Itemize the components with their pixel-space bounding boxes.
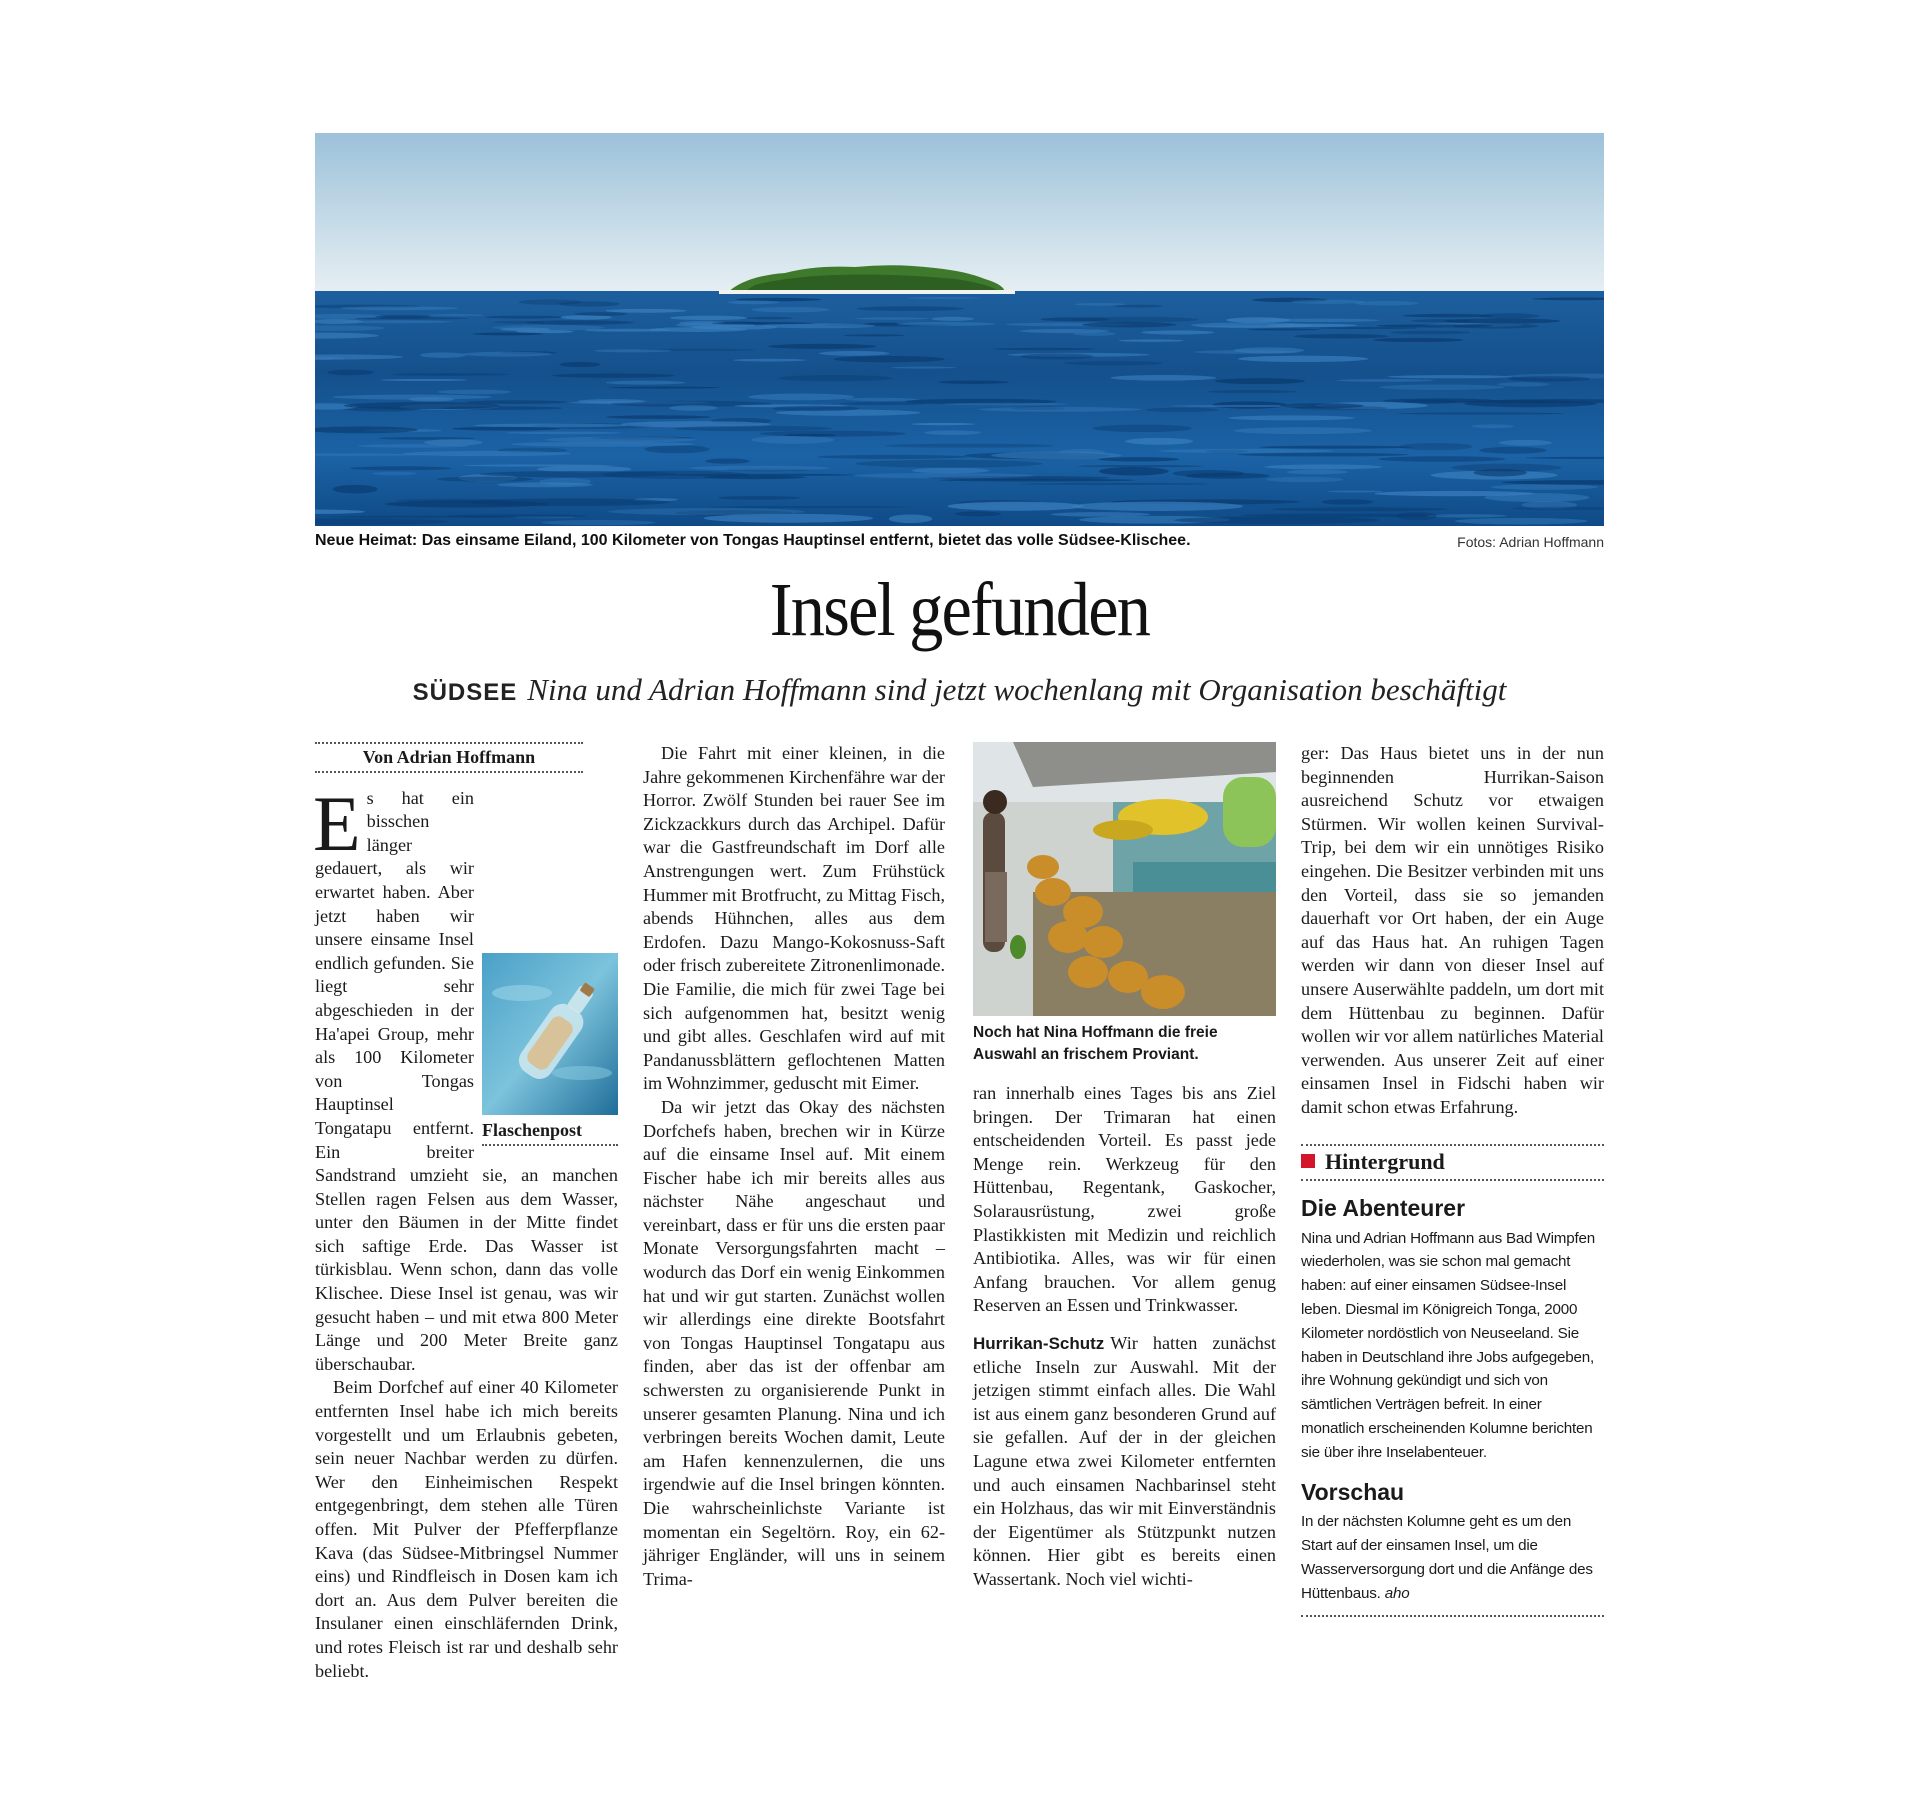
paragraph-6 (973, 1332, 1276, 1592)
wave-highlight (559, 362, 600, 367)
wave-highlight (462, 464, 613, 466)
wave-highlight (333, 485, 378, 494)
wave-highlight (424, 439, 483, 445)
wave-highlight (574, 312, 627, 316)
wave-highlight (1268, 324, 1358, 327)
market-photo (973, 742, 1276, 1016)
wave-highlight (1215, 378, 1305, 384)
wave-highlight (778, 375, 893, 381)
wave-highlight (718, 496, 800, 500)
wave-highlight (437, 477, 534, 482)
wave-highlight (1479, 313, 1539, 318)
background-box-label: Hintergrund (1325, 1148, 1445, 1174)
wave-highlight (1444, 318, 1561, 323)
wave-highlight (378, 437, 475, 440)
subline-text: Nina und Adrian Hoffmann sind jetzt wochenlang mit Organisation beschäftigt (527, 672, 1507, 707)
wave-highlight (1373, 338, 1464, 342)
wave-highlight (1271, 507, 1447, 511)
wave-highlight (1099, 467, 1169, 476)
wave-highlight (1321, 499, 1373, 504)
wave-highlight (1426, 514, 1507, 517)
wave-highlight (912, 468, 990, 474)
background-box-top-rule (1301, 1144, 1604, 1146)
photo-credit: Fotos: Adrian Hoffmann (1457, 534, 1604, 550)
wave-highlight (1020, 353, 1093, 359)
wave-highlight (1259, 319, 1380, 323)
message-in-bottle-inset (482, 953, 618, 1143)
wave-highlight (955, 511, 1001, 516)
wave-highlight (1238, 453, 1409, 457)
wave-highlight (644, 445, 709, 453)
wave-highlight (857, 306, 965, 311)
wave-highlight (350, 466, 452, 470)
wave-highlight (1082, 322, 1177, 328)
wave-highlight (545, 437, 696, 443)
wave-highlight (577, 399, 645, 403)
wave-highlight (542, 520, 656, 525)
wave-highlight (340, 320, 452, 323)
wave-highlight (1073, 317, 1198, 323)
wave-highlight (500, 328, 551, 332)
subhead-hurrikan: Hurrikan-Schutz (973, 1333, 1105, 1353)
paragraph-5: ran innerhalb eines Tages bis ans Ziel bringen. Der Trimaran hat einen entscheidenden Vorteil. Es passt jede Menge rein. Werkzeug für den Hüttenbau, Regentank, Gaskocher, Solarausrüstung, zwei große Plastikkisten mit Medizin und reichlich Antibiotika. Alles, was wir für einen Anfang brauchen. Vor allem genug Reserven an Essen und Trinkwasser. (973, 1083, 1276, 1316)
wave-highlight (889, 514, 933, 523)
wave-highlight (1119, 339, 1184, 341)
wave-highlight (670, 316, 747, 320)
article-column-3 (973, 742, 1276, 1591)
author-sign: aho (1384, 1584, 1410, 1602)
wave-highlight (438, 390, 511, 395)
wave-highlight (938, 381, 1008, 384)
wave-highlight (391, 373, 508, 376)
wave-highlight (1110, 375, 1216, 381)
wave-highlight (420, 352, 466, 357)
wave-highlight (1374, 491, 1535, 496)
wave-highlight (552, 373, 675, 377)
red-square-icon (1301, 1154, 1315, 1168)
wave-highlight (905, 297, 980, 299)
box-text-vorschau (1301, 1510, 1604, 1605)
wave-highlight (948, 502, 1084, 511)
wave-highlight (746, 317, 793, 320)
wave-highlight (704, 514, 874, 523)
wave-highlight (473, 332, 544, 335)
wave-highlight (1327, 490, 1382, 492)
wave-highlight (1077, 465, 1203, 467)
wave-highlight (924, 430, 980, 435)
wave-highlight (1450, 400, 1573, 402)
wave-highlight (526, 320, 634, 325)
wave-highlight (1194, 350, 1299, 354)
box-title-abenteurer: Die Abenteurer (1301, 1195, 1466, 1222)
wave-highlight (1114, 305, 1163, 308)
headline: Insel gefunden (769, 568, 1150, 652)
wave-highlight (1508, 376, 1591, 381)
wave-highlight (845, 398, 918, 401)
wave-highlight (1266, 477, 1343, 483)
background-box-header (1301, 1150, 1604, 1174)
article-column-1 (315, 742, 618, 1683)
wave-highlight (606, 381, 686, 385)
wave-highlight (1073, 332, 1116, 336)
wave-highlight (669, 405, 717, 411)
wave-highlight (1479, 447, 1546, 454)
article-column-2 (643, 742, 945, 1591)
wave-highlight (1499, 440, 1552, 446)
box-text-abenteurer: Nina und Adrian Hoffmann aus Bad Wimpfen wiederholen, was sie schon mal gemacht haben: auf einer einsamen Südsee-Insel leben. Diesmal im Königreich Tonga, 2000 Kilometer nordöstlich von Neuseeland. Sie haben in Deutschland ihre Jobs aufgegeben, ihre Wohnung gekündigt und sich von sämtlichen Verträgen befreit. In einer monatlich erscheinenden Kolumne berichten sie über ihre Inselabenteuer. (1301, 1229, 1595, 1461)
paragraph-1-text: s hat ein bisschen länger gedauert, als wir erwartet haben. Aber jetzt haben wir unsere einsame Insel endlich gefunden. Sie liegt sehr abgeschieden in der Ha'apei Group, mehr als 100 Kilometer von Tongas Hauptinsel Tongatapu entfernt. Ein breiter Sandstrand umzieht sie, an manchen Stellen ragen Felsen aus dem Wasser, unter den Bäumen in der Mitte findet sich saftige Erde. Das Wasser ist türkisblau. Wenn schon, dann das volle Klischee. Diese Insel ist genau, was wir gesucht haben – und mit etwa 800 Meter Länge und 200 Meter Breite ganz überschaubar. (315, 787, 618, 1374)
wave-highlight (585, 329, 672, 332)
wave-highlight (446, 514, 588, 517)
wave-highlight (991, 452, 1122, 460)
wave-highlight (667, 474, 855, 476)
wave-highlight (817, 455, 967, 459)
wave-highlight (1471, 424, 1514, 428)
wave-highlight (480, 471, 676, 477)
wave-highlight (1387, 375, 1512, 378)
wave-highlight (1093, 425, 1192, 432)
wave-highlight (708, 506, 911, 508)
wave-highlight (511, 442, 694, 447)
wave-highlight (844, 334, 905, 336)
wave-highlight (372, 472, 417, 476)
wave-highlight (484, 316, 566, 319)
wave-highlight (885, 444, 1053, 448)
wave-highlight (1474, 469, 1527, 476)
wave-highlight (1398, 413, 1564, 415)
wave-highlight (978, 407, 1142, 412)
wave-highlight (748, 394, 854, 401)
box-text-vorschau-body: In der nächsten Kolumne geht es um den Start auf der einsamen Insel, um die Wasserversorgung dort und die Anfänge des Hüttenbaus. (1301, 1513, 1593, 1602)
wave-highlight (1286, 470, 1348, 475)
wave-highlight (768, 344, 876, 349)
wave-highlight (1259, 446, 1413, 449)
wave-highlight (689, 466, 829, 471)
wave-highlight (355, 317, 468, 319)
wave-highlight (839, 402, 927, 405)
wave-highlight (1238, 356, 1368, 362)
wave-highlight (711, 322, 815, 324)
wave-highlight (1317, 327, 1418, 329)
paragraph-2: Beim Dorfchef auf einer 40 Kilometer entfernten Insel habe ich mich bereits vorgestellt und um Erlaubnis gebeten, sein neuer Nachbar werden zu dürfen. Wer den Einheimischen Respekt entgegenbringt, dem stehen alle Türen offen. Mit Pulver der Pfefferpflanze Kava (das Südsee-Mitbringsel Nummer eins) und Rindfleisch in Dosen kam ich dort an. Aus dem Pulver bereiten die Insulaner einen einschläfernden Drink, und rotes Fleisch ist rar und deshalb sehr beliebt. (315, 1377, 618, 1681)
byline-box (315, 742, 583, 773)
wave-highlight (332, 395, 492, 400)
wave-highlight (1354, 301, 1419, 306)
wave-highlight (856, 460, 1043, 468)
wave-highlight (674, 426, 833, 431)
wave-highlight (1391, 331, 1471, 335)
wave-highlight (1207, 390, 1297, 393)
wave-highlight (943, 403, 1069, 406)
wave-highlight (1072, 502, 1243, 511)
box-title-vorschau: Vorschau (1301, 1478, 1405, 1505)
wave-highlight (605, 309, 686, 313)
wave-highlight (1396, 512, 1436, 520)
wave-highlight (1172, 470, 1244, 477)
paragraph-7: ger: Das Haus bietet uns in der nun beginnenden Hurrikan-Saison ausreichend Schutz vor etwaigen Stürmen. Wir wollen keinen Survival-Trip, bei dem wir ein unnötiges Risiko eingehen. Die Besitzer verbinden mit uns den Vorteil, dass sie so jemanden dauerhaft vor Ort haben, der ein Auge auf das Haus hat. An ruhigen Tagen werden wir dann von dieser Insel auf unsere Auserwählte paddeln, um dort mit dem Hüttenbau zu beginnen. Dafür wollen wir vor allem natürliches Material verwenden. Aus unserer Zeit auf einer einsamen Insel in Fidschi haben wir damit schon etwas Erfahrung. (1301, 743, 1604, 1117)
wave-highlight (911, 423, 975, 425)
wave-highlight (1455, 518, 1588, 525)
wave-highlight (772, 406, 859, 411)
background-box-bottom-rule (1301, 1615, 1604, 1617)
wave-highlight (931, 317, 974, 321)
wave-highlight (1228, 415, 1355, 420)
paragraph-6-text: Wir hatten zunächst etliche Inseln zur Auswahl. Mit der jetzigen stimmt einfach alles. Die Wahl ist aus einem ganz besonderen Grund auf sie gefallen. Auf der in der gleichen Lagune etwa zwei Kilometer entfernten und auch einsamen Nachbarinsel steht ein Holzhaus, das wir mit Einverständnis der Eigentümer als Stützpunkt nutzen können. Hier gibt es bereits einen Wassertank. Noch viel wichti- (973, 1332, 1276, 1589)
wave-highlight (819, 351, 890, 356)
wave-highlight (1145, 408, 1218, 413)
wave-highlight (891, 367, 956, 369)
kicker: SÜDSEE (412, 679, 518, 706)
wave-highlight (733, 359, 807, 362)
wave-highlight (327, 370, 374, 376)
wave-highlight (1336, 379, 1434, 382)
wave-highlight (609, 387, 719, 389)
wave-highlight (428, 314, 484, 316)
wave-highlight (558, 301, 620, 306)
wave-highlight (539, 478, 591, 485)
wave-highlight (594, 349, 672, 352)
paragraph-4: Da wir jetzt das Okay des nächsten Dorfchefs haben, brechen wir in Kürze auf die einsame Insel auf. Mit einem Fischer habe ich mir bereits alles aus nächster Nähe angeschaut und vereinbart, dass er für uns die ersten paar Monate Versorgungsfahrten macht – wodurch das Dorf ein wenig Einkommen hat und wir gut starten. Zunächst wollen wir allerdings eine direkte Bootsfahrt von Tongas Hauptinsel Tongatapu aus finden, aber das ist der offenbar am schwersten zu organisierende Punkt in unserer gesamten Planung. Nina und ich verbringen bereits Wochen damit, Leute am Hafen kennenzulernen, die uns irgendwie auf die Insel bringen könnten. Die wahrscheinlichste Variante ist momentan ein Segeltörn. Roy, ein 62-jähriger Engländer, will uns in seinem Trima- (643, 1096, 945, 1589)
wave-highlight (751, 307, 829, 312)
wave-highlight (403, 451, 571, 456)
wave-highlight (1158, 449, 1334, 453)
drop-cap: E (313, 779, 361, 867)
byline: Von Adrian Hoffmann (362, 747, 536, 767)
wave-highlight (1174, 517, 1379, 524)
wave-highlight (993, 348, 1095, 351)
wave-highlight (1294, 334, 1388, 338)
wave-highlight (474, 424, 629, 428)
wave-highlight (1248, 328, 1320, 330)
wave-highlight (1491, 484, 1598, 490)
wave-highlight (1453, 324, 1539, 329)
wave-highlight (469, 498, 670, 506)
wave-highlight (452, 427, 560, 431)
wave-highlight (855, 317, 928, 319)
wave-highlight (1020, 483, 1210, 485)
wave-highlight (1141, 330, 1214, 334)
hero-photo (315, 133, 1604, 526)
wave-highlight (705, 458, 749, 463)
subline (315, 672, 1604, 708)
wave-highlight (505, 432, 622, 435)
wave-highlight (1399, 443, 1473, 450)
wave-highlight (340, 306, 458, 310)
wave-highlight (462, 352, 551, 357)
wave-highlight (751, 436, 834, 444)
wave-highlight (1264, 464, 1382, 469)
wave-highlight (606, 415, 711, 419)
wave-highlight (1379, 384, 1505, 390)
wave-highlight (1280, 403, 1364, 408)
photo-caption-row (315, 532, 1604, 556)
wave-highlight (897, 322, 996, 326)
bottle-image (482, 953, 618, 1115)
wave-highlight (854, 473, 1034, 478)
wave-highlight (1234, 427, 1372, 434)
market-photo-caption: Noch hat Nina Hoffmann die freie Auswahl an frischem Proviant. (973, 1024, 1218, 1063)
article-column-4 (1301, 742, 1604, 1617)
wave-highlight (380, 379, 468, 381)
wave-highlight (1497, 382, 1549, 387)
background-box-rule (1301, 1179, 1604, 1181)
wave-highlight (1099, 457, 1180, 461)
photo-caption: Neue Heimat: Das einsame Eiland, 100 Kilometer von Tongas Hauptinsel entfernt, bietet das volle Südsee-Klischee. (315, 532, 1191, 549)
wave-highlight (1378, 456, 1505, 462)
paragraph-3: Die Fahrt mit einer kleinen, in die Jahre gekommenen Kirchenfähre war der Horror. Zwölf Stunden bei rauer See im Zickzackkurs durch das Archipel. Dafür war die Gastfreundschaft im Dorf alle Anstrengungen wert. Zum Frühstück Hummer mit Brotfrucht, zu Mittag Fisch, abends Hühnchen, alles aus dem Erdofen. Dazu Mango-Kokosnuss-Saft oder frisch zubereitete Zitronenlimonade. Die Familie, die mich für zwei Tage bei sich aufgenommen hat, besitzt wenig und gibt alles. Geschlafen wird auf mit Pandanussblättern geflochtenen Matten im Wohnzimmer, geduscht mit Eimer. (643, 743, 945, 1094)
wave-highlight (344, 402, 500, 409)
wave-highlight (1064, 361, 1162, 365)
wave-highlight (1075, 303, 1126, 306)
inset-label: Flaschenpost (482, 1119, 618, 1147)
wave-highlight (833, 356, 945, 362)
wave-highlight (1125, 438, 1193, 445)
wave-highlight (727, 301, 778, 305)
